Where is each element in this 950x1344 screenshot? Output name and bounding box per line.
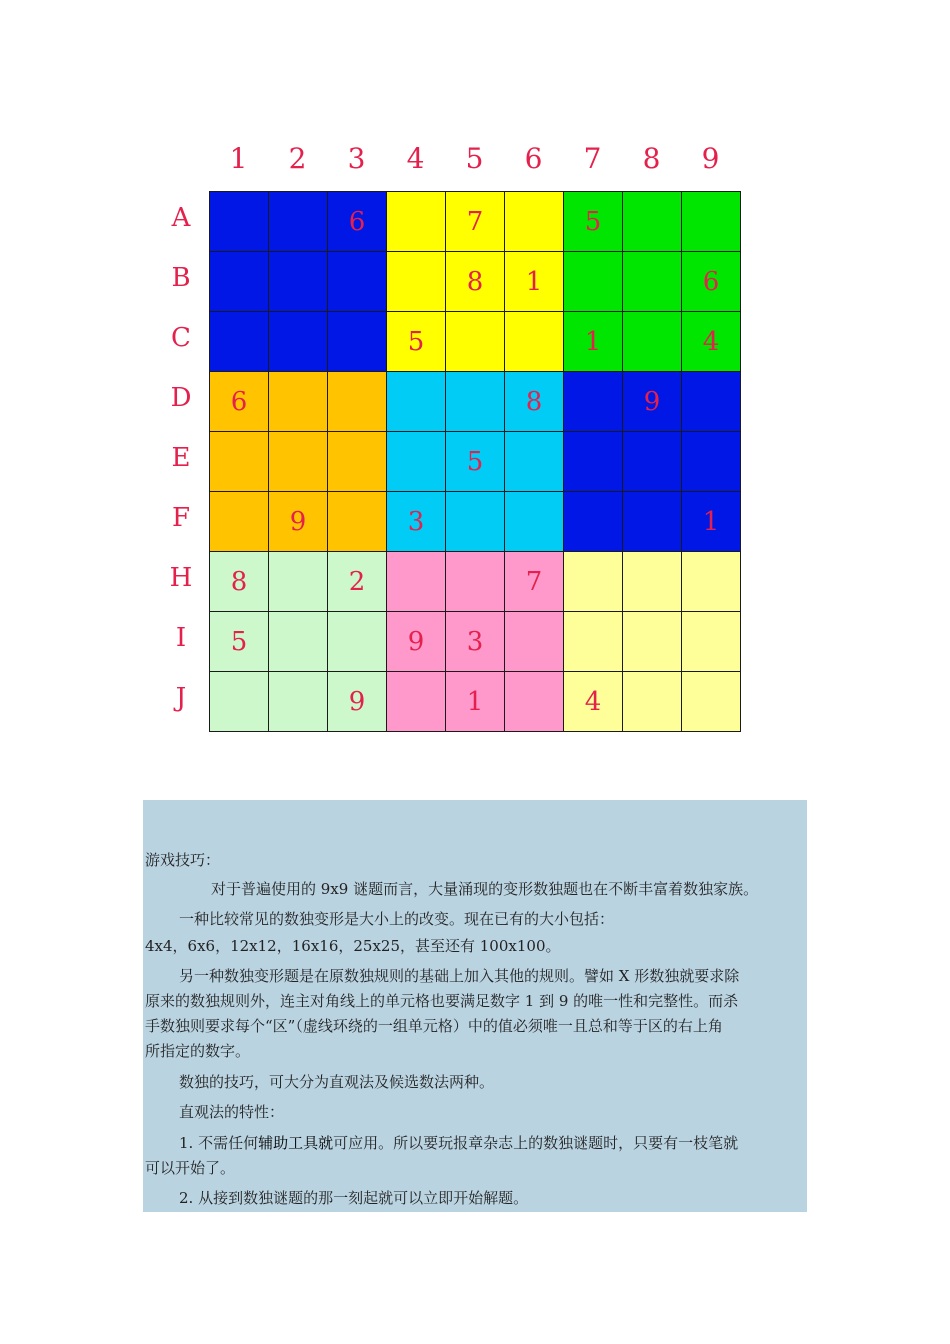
- cell-J4[interactable]: [387, 672, 446, 732]
- cell-A5[interactable]: 7: [446, 192, 505, 252]
- cell-I3[interactable]: [328, 612, 387, 672]
- cell-B2[interactable]: [269, 252, 328, 312]
- cell-H3[interactable]: 2: [328, 552, 387, 612]
- cell-H1[interactable]: 8: [210, 552, 269, 612]
- paragraph-7-part-b: 辅助工具就: [258, 1134, 334, 1152]
- row-label-F: F: [171, 503, 191, 533]
- cell-F8[interactable]: [623, 492, 682, 552]
- cell-A9[interactable]: [682, 192, 741, 252]
- cell-E2[interactable]: [269, 432, 328, 492]
- column-label-4: 4: [406, 142, 425, 175]
- cell-C7[interactable]: 1: [564, 312, 623, 372]
- row-label-J: J: [175, 683, 187, 713]
- paragraph-6: 直观法的特性：: [179, 1103, 285, 1121]
- cell-D8[interactable]: 9: [623, 372, 682, 432]
- paragraph-4-line-4: 所指定的数字。: [145, 1042, 251, 1060]
- cell-E5[interactable]: 5: [446, 432, 505, 492]
- cell-A6[interactable]: [505, 192, 564, 252]
- column-label-2: 2: [288, 142, 307, 175]
- cell-H9[interactable]: [682, 552, 741, 612]
- paragraph-2: 一种比较常见的数独变形是大小上的改变。现在已有的大小包括：: [179, 910, 615, 928]
- paragraph-8: 2. 从接到数独谜题的那一刻起就可以立即开始解题。: [179, 1189, 529, 1207]
- cell-H2[interactable]: [269, 552, 328, 612]
- paragraph-7-part-c: 可应用。所以要玩报章杂志上的数独谜题时，只要有一枝笔就: [333, 1134, 739, 1152]
- cell-D4[interactable]: [387, 372, 446, 432]
- paragraph-7-line-1: [179, 1131, 843, 1156]
- column-label-3: 3: [347, 142, 366, 175]
- cell-E4[interactable]: [387, 432, 446, 492]
- cell-I8[interactable]: [623, 612, 682, 672]
- cell-D6[interactable]: 8: [505, 372, 564, 432]
- cell-E3[interactable]: [328, 432, 387, 492]
- cell-B9[interactable]: 6: [682, 252, 741, 312]
- column-label-9: 9: [701, 142, 720, 175]
- row-label-I: I: [175, 623, 187, 653]
- paragraph-7-line-2: 可以开始了。: [145, 1159, 236, 1177]
- paragraph-3: 4x4，6x6，12x12，16x16，25x25，甚至还有 100x100。: [145, 937, 561, 955]
- cell-I5[interactable]: 3: [446, 612, 505, 672]
- paragraph-1: 对于普遍使用的 9x9 谜题而言，大量涌现的变形数独题也在不断丰富着数独家族。: [211, 880, 759, 898]
- cell-D2[interactable]: [269, 372, 328, 432]
- cell-A2[interactable]: [269, 192, 328, 252]
- cell-J6[interactable]: [505, 672, 564, 732]
- cell-H5[interactable]: [446, 552, 505, 612]
- paragraph-5: 数独的技巧，可大分为直观法及候选数法两种。: [179, 1073, 495, 1091]
- cell-J5[interactable]: 1: [446, 672, 505, 732]
- cell-I4[interactable]: 9: [387, 612, 446, 672]
- row-label-A: A: [171, 203, 191, 233]
- cell-A8[interactable]: [623, 192, 682, 252]
- column-label-6: 6: [524, 142, 543, 175]
- cell-B6[interactable]: 1: [505, 252, 564, 312]
- cell-B5[interactable]: 8: [446, 252, 505, 312]
- cell-I1[interactable]: 5: [210, 612, 269, 672]
- cell-C6[interactable]: [505, 312, 564, 372]
- cell-F2[interactable]: 9: [269, 492, 328, 552]
- cell-A3[interactable]: 6: [328, 192, 387, 252]
- cell-A4[interactable]: [387, 192, 446, 252]
- paragraph-4-line-2: 原来的数独规则外，连主对角线上的单元格也要满足数字 1 到 9 的唯一性和完整性。而杀: [145, 992, 739, 1010]
- cell-B4[interactable]: [387, 252, 446, 312]
- cell-I2[interactable]: [269, 612, 328, 672]
- cell-C2[interactable]: [269, 312, 328, 372]
- column-label-5: 5: [465, 142, 484, 175]
- cell-B3[interactable]: [328, 252, 387, 312]
- paragraph-4-line-3: 手数独则要求每个“区”（虚线环绕的一组单元格）中的值必须唯一且总和等于区的右上角: [145, 1017, 723, 1035]
- sudoku-grid: [209, 191, 741, 732]
- row-label-D: D: [170, 383, 192, 413]
- cell-F6[interactable]: [505, 492, 564, 552]
- cell-F7[interactable]: [564, 492, 623, 552]
- cell-I7[interactable]: [564, 612, 623, 672]
- cell-A7[interactable]: 5: [564, 192, 623, 252]
- paragraph-7-part-a: 1. 不需任何: [179, 1134, 259, 1152]
- row-label-H: H: [169, 563, 193, 593]
- cell-C1[interactable]: [210, 312, 269, 372]
- cell-E1[interactable]: [210, 432, 269, 492]
- cell-F3[interactable]: [328, 492, 387, 552]
- cell-J2[interactable]: [269, 672, 328, 732]
- cell-J3[interactable]: 9: [328, 672, 387, 732]
- cell-C3[interactable]: [328, 312, 387, 372]
- cell-H8[interactable]: [623, 552, 682, 612]
- cell-H7[interactable]: [564, 552, 623, 612]
- cell-F4[interactable]: 3: [387, 492, 446, 552]
- cell-F1[interactable]: [210, 492, 269, 552]
- cell-C5[interactable]: [446, 312, 505, 372]
- cell-H4[interactable]: [387, 552, 446, 612]
- tips-heading: 游戏技巧：: [145, 851, 221, 869]
- cell-E9[interactable]: [682, 432, 741, 492]
- cell-C9[interactable]: 4: [682, 312, 741, 372]
- cell-I9[interactable]: [682, 612, 741, 672]
- cell-A1[interactable]: [210, 192, 269, 252]
- cell-D3[interactable]: [328, 372, 387, 432]
- cell-J8[interactable]: [623, 672, 682, 732]
- cell-F5[interactable]: [446, 492, 505, 552]
- column-label-7: 7: [583, 142, 602, 175]
- cell-F9[interactable]: 1: [682, 492, 741, 552]
- cell-D1[interactable]: 6: [210, 372, 269, 432]
- cell-D9[interactable]: [682, 372, 741, 432]
- cell-J1[interactable]: [210, 672, 269, 732]
- cell-B1[interactable]: [210, 252, 269, 312]
- cell-C8[interactable]: [623, 312, 682, 372]
- cell-D7[interactable]: [564, 372, 623, 432]
- column-label-1: 1: [229, 142, 248, 175]
- row-label-C: C: [171, 323, 191, 353]
- row-label-B: B: [171, 263, 191, 293]
- cell-E7[interactable]: [564, 432, 623, 492]
- cell-J7[interactable]: 4: [564, 672, 623, 732]
- row-label-E: E: [171, 443, 191, 473]
- column-label-8: 8: [642, 142, 661, 175]
- paragraph-4-line-1: 另一种数独变形题是在原数独规则的基础上加入其他的规则。譬如 X 形数独就要求除: [179, 967, 740, 985]
- cell-H6[interactable]: 7: [505, 552, 564, 612]
- cell-D5[interactable]: [446, 372, 505, 432]
- cell-B8[interactable]: [623, 252, 682, 312]
- cell-C4[interactable]: 5: [387, 312, 446, 372]
- cell-E6[interactable]: [505, 432, 564, 492]
- cell-B7[interactable]: [564, 252, 623, 312]
- cell-I6[interactable]: [505, 612, 564, 672]
- cell-E8[interactable]: [623, 432, 682, 492]
- cell-J9[interactable]: [682, 672, 741, 732]
- tips-panel: [143, 800, 807, 1212]
